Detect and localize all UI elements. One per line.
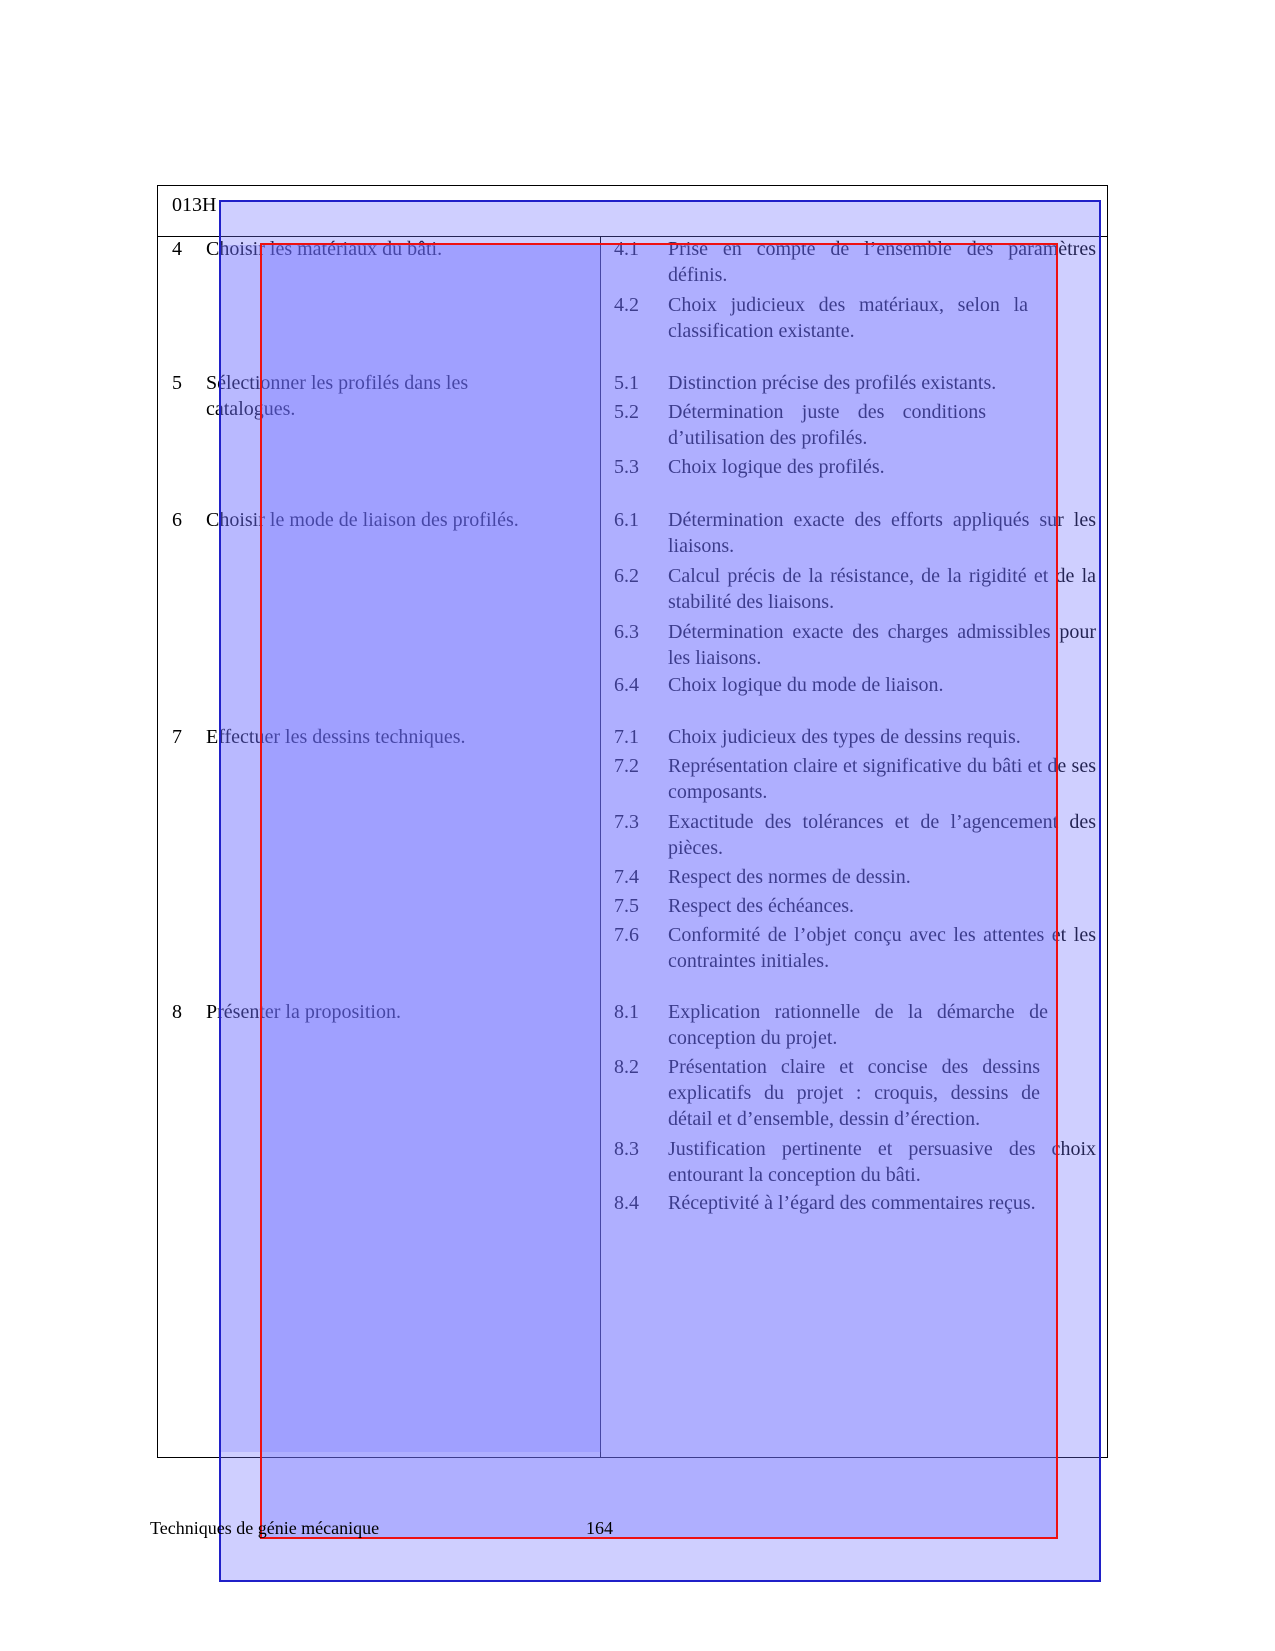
element-text: Choisir le mode de liaison des profilés. — [206, 509, 519, 531]
element-number: 6 — [172, 509, 182, 531]
criterion-number: 7.3 — [614, 811, 639, 833]
element-text: Sélectionner les profilés dans les catalogues. — [206, 372, 469, 420]
criterion-text: Explication rationnelle de la démarche de conception du projet. — [668, 1001, 1048, 1049]
criterion-text: Représentation claire et significative du bâti et de ses composants. — [668, 755, 1096, 803]
criterion-number: 7.5 — [614, 895, 639, 917]
criterion-text: Détermination juste des conditions d’utilisation des profilés. — [668, 401, 986, 449]
criterion-text: Détermination exacte des charges admissibles pour les liaisons. — [668, 621, 1096, 669]
criterion-text: Prise en compte de l’ensemble des paramètres définis. — [668, 238, 1096, 286]
criterion-text: Justification pertinente et persuasive des choix entourant la conception du bâti. — [668, 1138, 1096, 1186]
criterion-number: 6.1 — [614, 509, 639, 531]
footer-title: Techniques de génie mécanique — [150, 1518, 380, 1538]
element-number: 8 — [172, 1001, 182, 1023]
element-number: 7 — [172, 726, 182, 748]
criterion-number: 5.1 — [614, 372, 639, 394]
criterion-number: 8.2 — [614, 1056, 639, 1078]
criterion-text: Calcul précis de la résistance, de la rigidité et de la stabilité des liaisons. — [668, 565, 1096, 613]
criterion-number: 4.2 — [614, 294, 639, 316]
criterion-number: 7.6 — [614, 924, 639, 946]
competency-code: 013H — [172, 194, 217, 216]
element-number: 4 — [172, 238, 182, 260]
criterion-text: Exactitude des tolérances et de l’agencement des pièces. — [668, 811, 1096, 859]
overlay-inner-box — [260, 243, 1058, 1539]
criterion-number: 8.3 — [614, 1138, 639, 1160]
criterion-text: Présentation claire et concise des dessins explicatifs du projet : croquis, dessins de détail et d’ensemble, dessin d’érection. — [668, 1056, 1040, 1130]
criterion-number: 5.3 — [614, 456, 639, 478]
criterion-text: Choix judicieux des types de dessins requis. — [668, 726, 1021, 748]
page-number: 164 — [586, 1518, 613, 1538]
criterion-number: 6.4 — [614, 674, 639, 696]
criterion-number: 4.1 — [614, 238, 639, 260]
criterion-text: Respect des échéances. — [668, 895, 855, 917]
criterion-number: 7.4 — [614, 866, 639, 888]
criterion-text: Choix judicieux des matériaux, selon la classification existante. — [668, 294, 1028, 342]
criterion-number: 8.4 — [614, 1192, 639, 1214]
criterion-text: Choix logique du mode de liaison. — [668, 674, 944, 696]
criterion-text: Réceptivité à l’égard des commentaires reçus. — [668, 1192, 1036, 1214]
criterion-number: 6.3 — [614, 621, 639, 643]
criterion-number: 5.2 — [614, 401, 639, 423]
element-text: Effectuer les dessins techniques. — [206, 726, 466, 748]
criterion-number: 7.2 — [614, 755, 639, 777]
criterion-number: 6.2 — [614, 565, 639, 587]
criterion-text: Respect des normes de dessin. — [668, 866, 911, 888]
criterion-text: Conformité de l’objet conçu avec les attentes et les contraintes initiales. — [668, 924, 1096, 972]
element-number: 5 — [172, 372, 182, 394]
element-text: Présenter la proposition. — [206, 1001, 401, 1023]
criterion-number: 8.1 — [614, 1001, 639, 1023]
criterion-text: Détermination exacte des efforts appliqués sur les liaisons. — [668, 509, 1096, 557]
criterion-number: 7.1 — [614, 726, 639, 748]
criterion-text: Choix logique des profilés. — [668, 456, 885, 478]
element-text: Choisir les matériaux du bâti. — [206, 238, 443, 260]
criterion-text: Distinction précise des profilés existants. — [668, 372, 997, 394]
